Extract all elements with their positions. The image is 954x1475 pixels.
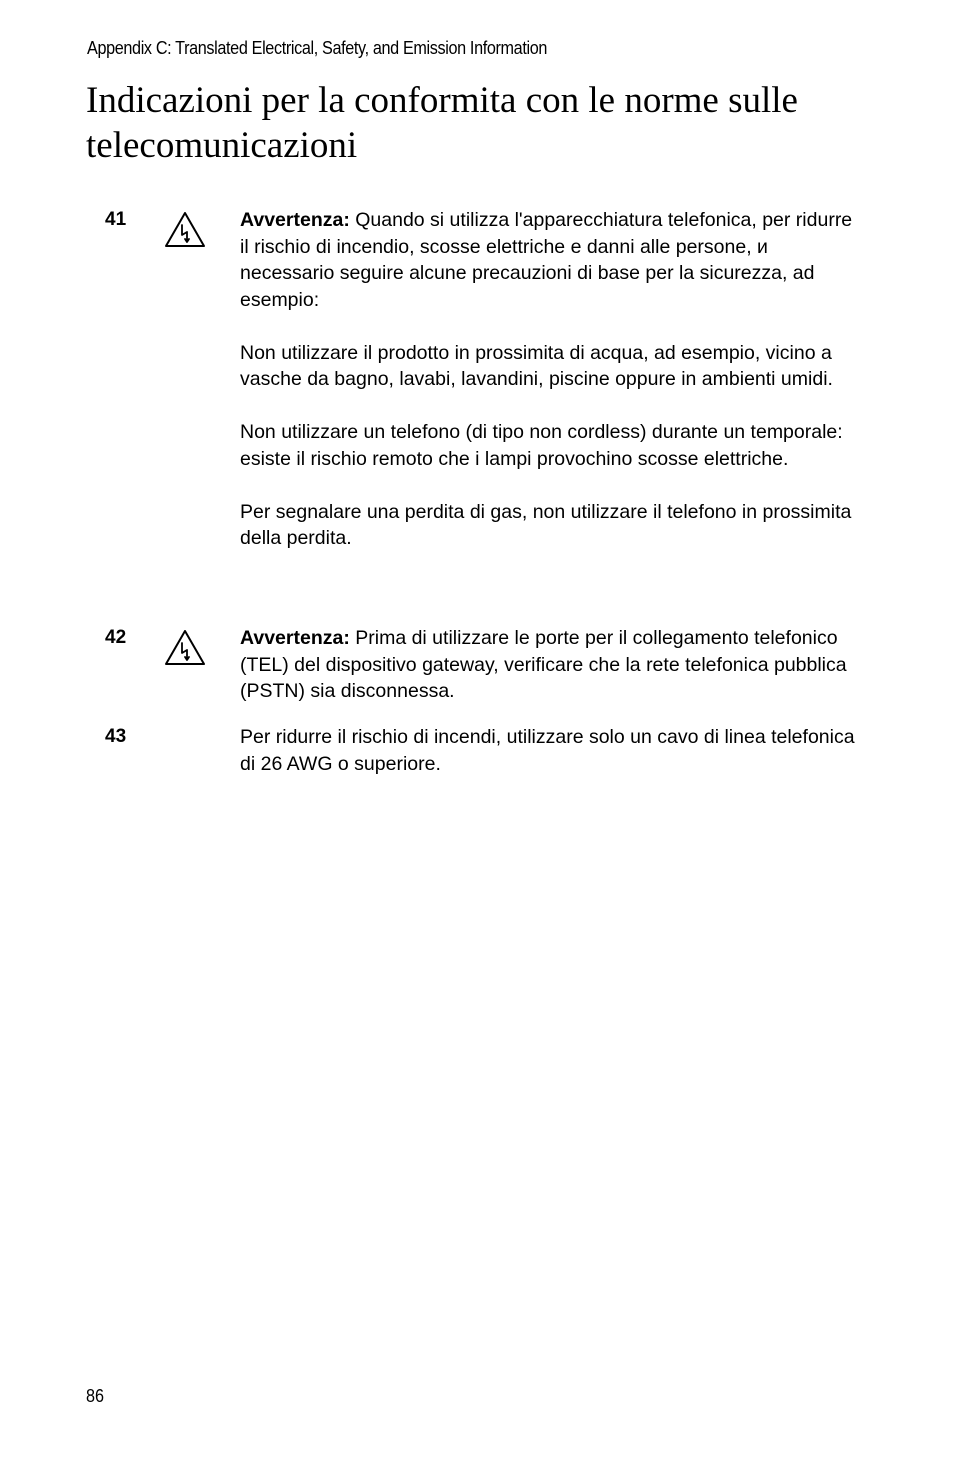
item-body (240, 207, 865, 552)
electrical-warning-icon (164, 211, 206, 249)
warning-text: Prima di utilizzare le porte per il collegamento telefonico (TEL) del dispositivo gateway, verificare che la rete telefonica pubblica (PSTN) sia disconnessa. (240, 627, 847, 702)
electrical-warning-icon (164, 629, 206, 667)
item-paragraph: Non utilizzare il prodotto in prossimita di acqua, ad esempio, vicino a vasche da bagno, lavabi, lavandini, piscine oppure in ambienti umidi. (240, 341, 833, 390)
warning-text: Quando si utilizza l'apparecchiatura telefonica, per ridurre il rischio di incendio, scosse elettriche e danni alle persone, и necessario seguire alcune precauzioni di base per la sicurezza, ad esempio: (240, 209, 853, 311)
item-paragraph: Per segnalare una perdita di gas, non utilizzare il telefono in prossimita della perdita. (240, 500, 852, 549)
item-paragraph (240, 625, 865, 705)
item-paragraph: Non utilizzare un telefono (di tipo non cordless) durante un temporale: esiste il rischio remoto che i lampi provochino scosse elettriche. (240, 421, 843, 470)
item-paragraph: Per ridurre il rischio di incendi, utilizzare solo un cavo di linea telefonica di 26 AWG o superiore. (240, 726, 855, 775)
page-number: 86 (86, 1386, 105, 1406)
running-header: Appendix C: Translated Electrical, Safety, and Emission Information (87, 38, 548, 58)
item-paragraph (240, 207, 865, 313)
warning-label: Avvertenza: (240, 627, 350, 649)
warning-label: Avvertenza: (240, 209, 350, 231)
page-title: Indicazioni per la conformita con le norme sulle telecomunicazioni (86, 80, 798, 166)
item-number: 41 (105, 209, 127, 230)
item-body (240, 724, 865, 777)
item-number: 43 (105, 726, 127, 747)
item-number: 42 (105, 627, 127, 648)
item-body (240, 625, 865, 705)
